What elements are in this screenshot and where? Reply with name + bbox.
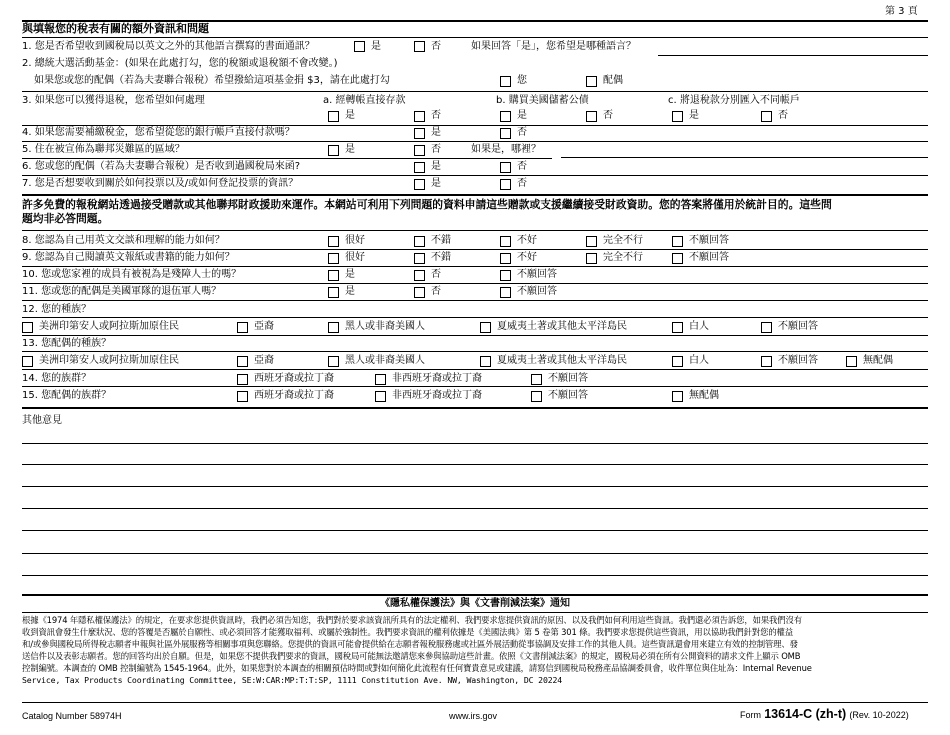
q11-option-checkbox[interactable] [500, 287, 511, 298]
q9-option-checkbox[interactable] [672, 253, 683, 264]
q15-option-label: 非西班牙裔或拉丁裔 [392, 390, 482, 401]
q6-yes-checkbox[interactable] [414, 162, 425, 173]
q1-language-label: 如果回答「是」，您希望是哪種語言？ [471, 41, 636, 52]
q13-option-checkbox[interactable] [22, 356, 33, 367]
q15-option-checkbox[interactable] [375, 391, 386, 402]
q15-option-checkbox[interactable] [672, 391, 683, 402]
q7-yes-label: 是 [431, 178, 441, 189]
q14-option-checkbox[interactable] [237, 374, 248, 385]
q12-option-checkbox[interactable] [480, 322, 491, 333]
q8-option-label: 完全不行 [603, 235, 643, 246]
q10-option-checkbox[interactable] [328, 270, 339, 281]
form-prefix: Form [740, 710, 761, 720]
intro-rule [22, 230, 928, 231]
q4-rule [22, 141, 928, 142]
q14-rule [22, 386, 928, 387]
q6-text: 6. 您或您的配偶（若為夫妻聯合報稅）是否收到過國稅局來函? [22, 161, 301, 172]
grant-intro-line2: 題均非必答問題。 [22, 212, 109, 225]
q3c-yes-checkbox[interactable] [672, 111, 683, 122]
q10-option-checkbox[interactable] [500, 270, 511, 281]
q12-text: 12. 您的種族？ [22, 304, 92, 315]
q9-option-checkbox[interactable] [586, 253, 597, 264]
q9-option-label: 很好 [345, 252, 365, 263]
q1-yes-checkbox[interactable] [354, 41, 365, 52]
section-title: 與填報您的稅表有關的額外資訊和問題 [22, 22, 209, 35]
q14-option-label: 西班牙裔或拉丁裔 [254, 373, 334, 384]
comment-line[interactable] [22, 530, 928, 531]
q14-option-checkbox[interactable] [375, 374, 386, 385]
form-id [740, 708, 909, 722]
q13-text: 13. 您配偶的種族？ [22, 338, 112, 349]
q10-rule [22, 283, 928, 284]
q13-option-checkbox[interactable] [672, 356, 683, 367]
q3c-no-checkbox[interactable] [761, 111, 772, 122]
comment-line[interactable] [22, 575, 928, 576]
q12-option-label: 不願回答 [778, 321, 818, 332]
q13-option-label: 美洲印第安人或阿拉斯加原住民 [39, 355, 179, 366]
q1-yes-label: 是 [371, 41, 381, 52]
q12-option-checkbox[interactable] [761, 322, 772, 333]
q8-option-checkbox[interactable] [672, 236, 683, 247]
q12-label-rule [22, 317, 928, 318]
q8-option-label: 很好 [345, 235, 365, 246]
q8-rule [22, 249, 928, 250]
privacy-body-line: 送信件以及表彰志願者。您的回答均出於自願。但是，如果您不提供我們要求的資訊，國稅局可能無法邀請您來參與協助這些計畫。依照《文書削減法案》的規定，國稅局必須在所有公開資料的請求文件上顯示 OMB [22, 651, 801, 661]
q12-option-label: 亞裔 [254, 321, 274, 332]
q11-option-checkbox[interactable] [328, 287, 339, 298]
privacy-body-line: Service, Tax Products Coordinating Committee, SE:W:CAR:MP:T:T:SP, 1111 Constitution Ave. NW, Washington, DC 20224 [22, 675, 563, 685]
q1-no-checkbox[interactable] [414, 41, 425, 52]
q8-option-label: 不錯 [431, 235, 451, 246]
comment-line[interactable] [22, 464, 928, 465]
q9-rule [22, 266, 928, 267]
q14-option-checkbox[interactable] [531, 374, 542, 385]
q10-option-label: 不願回答 [517, 269, 557, 280]
q6-no-label: 否 [517, 161, 527, 172]
q13-option-checkbox[interactable] [328, 356, 339, 367]
q4-yes-checkbox[interactable] [414, 128, 425, 139]
q3b-no-label: 否 [603, 110, 613, 121]
q3a-label: a. 經轉帳直接存款 [323, 95, 406, 106]
q3c-no-label: 否 [778, 110, 788, 121]
website: www.irs.gov [449, 711, 498, 721]
q4-no-label: 否 [517, 127, 527, 138]
q10-option-label: 否 [431, 269, 441, 280]
q12-option-checkbox[interactable] [328, 322, 339, 333]
q2-text: 2. 總統大選活動基金：(如果在此處打勾，您的稅額或退稅額不會改變。) [22, 58, 338, 69]
privacy-title: 《隱私權保護法》與《文書削減法案》通知 [380, 598, 570, 609]
q14-option-label: 非西班牙裔或拉丁裔 [392, 373, 482, 384]
q13-option-checkbox[interactable] [846, 356, 857, 367]
q3a-no-checkbox[interactable] [414, 111, 425, 122]
q15-rule [22, 407, 928, 409]
q13-option-checkbox[interactable] [237, 356, 248, 367]
comments-end-rule [22, 594, 928, 596]
q12-option-label: 美洲印第安人或阿拉斯加原住民 [39, 321, 179, 332]
page-number: 第 3 頁 [885, 6, 918, 17]
q9-option-label: 完全不行 [603, 252, 643, 263]
q11-option-label: 否 [431, 286, 441, 297]
q8-option-checkbox[interactable] [414, 236, 425, 247]
q9-option-checkbox[interactable] [500, 253, 511, 264]
q8-text: 8. 您認為自己用英文交談和理解的能力如何？ [22, 235, 225, 246]
q3-rule [22, 125, 928, 126]
q7-no-checkbox[interactable] [500, 179, 511, 190]
comment-line[interactable] [22, 443, 928, 444]
q9-text: 9. 您認為自己閱讀英文報紙或書籍的能力如何？ [22, 252, 235, 263]
q3b-no-checkbox[interactable] [586, 111, 597, 122]
q10-text: 10. 您或您家裡的成員有被視為是殘障人士的嗎？ [22, 269, 242, 280]
q12-option-label: 黑人或非裔美國人 [345, 321, 425, 332]
q13-label-rule [22, 351, 928, 352]
q4-no-checkbox[interactable] [500, 128, 511, 139]
privacy-body-line: 控制編號。本調查的 OMB 控制編號為 1545-1964。此外，如果您對於本調查的相關預估時間或對如何簡化此流程有任何寶貴意見或建議，請寫信到國稅局稅務產品協調委員會，收件單位與住址為：Internal Revenue [22, 663, 812, 673]
catalog-number: Catalog Number 58974H [22, 711, 122, 721]
privacy-title-rule [22, 612, 928, 613]
q2-spouse-checkbox[interactable] [586, 76, 597, 87]
q3c-yes-label: 是 [689, 110, 699, 121]
q5-where-field[interactable] [561, 157, 928, 158]
q10-option-checkbox[interactable] [414, 270, 425, 281]
q3a-yes-checkbox[interactable] [328, 111, 339, 122]
q13-option-checkbox[interactable] [761, 356, 772, 367]
q13-option-label: 不願回答 [778, 355, 818, 366]
q8-option-label: 不好 [517, 235, 537, 246]
comments-label: 其他意見 [22, 415, 62, 426]
q6-yes-label: 是 [431, 161, 441, 172]
q1-text: 1. 您是否希望收到國稅局以英文之外的其他語言撰寫的書面通訊？ [22, 41, 315, 52]
q7-no-label: 否 [517, 178, 527, 189]
q12-option-checkbox[interactable] [22, 322, 33, 333]
q13-option-label: 亞裔 [254, 355, 274, 366]
comment-line[interactable] [22, 508, 928, 509]
q12-option-label: 夏威夷土著或其他太平洋島民 [497, 321, 627, 332]
q8-option-checkbox[interactable] [328, 236, 339, 247]
q13-rule [22, 369, 928, 370]
q15-option-label: 無配偶 [689, 390, 719, 401]
q3a-yes-label: 是 [345, 110, 355, 121]
q7-text: 7. 您是否想要收到關於如何投票以及/或如何登記投票的資訊？ [22, 178, 299, 189]
q3b-yes-label: 是 [517, 110, 527, 121]
q2-sub-text: 如果您或您的配偶（若為夫妻聯合報稅）希望撥給這項基金捐 $3，請在此處打勾 [34, 75, 390, 86]
q15-option-label: 西班牙裔或拉丁裔 [254, 390, 334, 401]
q3a-no-label: 否 [431, 110, 441, 121]
q13-option-checkbox[interactable] [480, 356, 491, 367]
q9-option-checkbox[interactable] [328, 253, 339, 264]
q11-text: 11. 您或您的配偶是美國軍隊的退伍軍人嗎？ [22, 286, 222, 297]
q4-yes-label: 是 [431, 127, 441, 138]
q9-option-label: 不錯 [431, 252, 451, 263]
q12-option-checkbox[interactable] [237, 322, 248, 333]
form-number: 13614-C (zh-t) [764, 707, 847, 721]
q11-option-checkbox[interactable] [414, 287, 425, 298]
q13-option-label: 白人 [689, 355, 709, 366]
q12-rule [22, 335, 928, 336]
q1-language-field[interactable] [658, 55, 928, 56]
q15-option-checkbox[interactable] [237, 391, 248, 402]
q11-rule [22, 300, 928, 301]
q15-option-checkbox[interactable] [531, 391, 542, 402]
q13-option-label: 黑人或非裔美國人 [345, 355, 425, 366]
q7-yes-checkbox[interactable] [414, 179, 425, 190]
q12-option-checkbox[interactable] [672, 322, 683, 333]
q14-option-label: 不願回答 [548, 373, 588, 384]
privacy-body-line: 收到資訊會發生什麼狀況、您的答覆是否屬於自願性、或必須回答才能獲取福利、或屬於強制性。我們要求資訊的權利依據是《美國法典》第 5 卷第 301 條。我們要求您提供這些資訊，用以協助我們針對您的權益 [22, 627, 794, 637]
form-revision: (Rev. 10-2022) [849, 710, 909, 720]
q8-option-label: 不願回答 [689, 235, 729, 246]
q4-text: 4. 如果您需要補繳稅金，您希望從您的銀行帳戶直接付款嗎？ [22, 127, 295, 138]
q14-text: 14. 您的族群？ [22, 373, 92, 384]
section1-end-rule [22, 194, 928, 196]
comment-line[interactable] [22, 553, 928, 554]
q8-option-checkbox[interactable] [500, 236, 511, 247]
q2-you-checkbox[interactable] [500, 76, 511, 87]
q8-option-checkbox[interactable] [586, 236, 597, 247]
q5-text: 5. 住在被宣佈為聯邦災難區的區域？ [22, 144, 185, 155]
q2-spouse-label: 配偶 [603, 75, 623, 86]
q2-rule [22, 91, 928, 92]
q12-option-label: 白人 [689, 321, 709, 332]
q11-option-label: 不願回答 [517, 286, 557, 297]
q13-option-label: 夏威夷土著或其他太平洋島民 [497, 355, 627, 366]
q2-you-label: 您 [517, 75, 527, 86]
q3b-yes-checkbox[interactable] [500, 111, 511, 122]
q15-option-label: 不願回答 [548, 390, 588, 401]
q13-option-label: 無配偶 [863, 355, 893, 366]
q3-text: 3. 如果您可以獲得退稅，您希望如何處理 [22, 95, 205, 106]
q1-no-label: 否 [431, 41, 441, 52]
comment-line[interactable] [22, 486, 928, 487]
footer-rule [22, 702, 928, 703]
q5-yes-checkbox[interactable] [328, 145, 339, 156]
section-title-rule [22, 37, 928, 38]
q5-yes-label: 是 [345, 144, 355, 155]
q5-where-label: 如果是，哪裡？ [471, 144, 541, 155]
q9-option-checkbox[interactable] [414, 253, 425, 264]
privacy-body-line: 和/或參與國稅局所得稅志願者申報與社區外展服務等相關事項與您聯絡。您提供的資訊可能會提供給在志願者報稅服務處或社區外展活動從事協調及安排工作的其他人員。這些資訊還會用來建立有效的控制管理、發 [22, 639, 798, 649]
q6-rule [22, 175, 928, 176]
privacy-body-line: 根據《1974 年隱私權保護法》的規定，在要求您提供資訊時，我們必須告知您，我們對於要求該資訊所具有的法定權利、我們要求您提供資訊的原因、以及我們如何利用這些資訊。我們還必須告訴您，如果我們沒有 [22, 615, 802, 625]
q5-no-checkbox[interactable] [414, 145, 425, 156]
q15-text: 15. 您配偶的族群？ [22, 390, 112, 401]
q6-no-checkbox[interactable] [500, 162, 511, 173]
q10-option-label: 是 [345, 269, 355, 280]
q9-option-label: 不願回答 [689, 252, 729, 263]
q9-option-label: 不好 [517, 252, 537, 263]
q3c-label: c. 將退稅款分別匯入不同帳戶 [668, 95, 800, 106]
q5-no-label: 否 [431, 144, 441, 155]
grant-intro-line1: 許多免費的報稅網站透過接受贈款或其他聯邦財政援助來運作。本網站可利用下列問題的資料申請這些贈款或支援繼續接受財政資助。您的答案將僅用於統計目的。這些問 [22, 198, 832, 211]
q11-option-label: 是 [345, 286, 355, 297]
q3b-label: b. 購買美國儲蓄公債 [496, 95, 589, 106]
q5-rule [22, 158, 552, 159]
